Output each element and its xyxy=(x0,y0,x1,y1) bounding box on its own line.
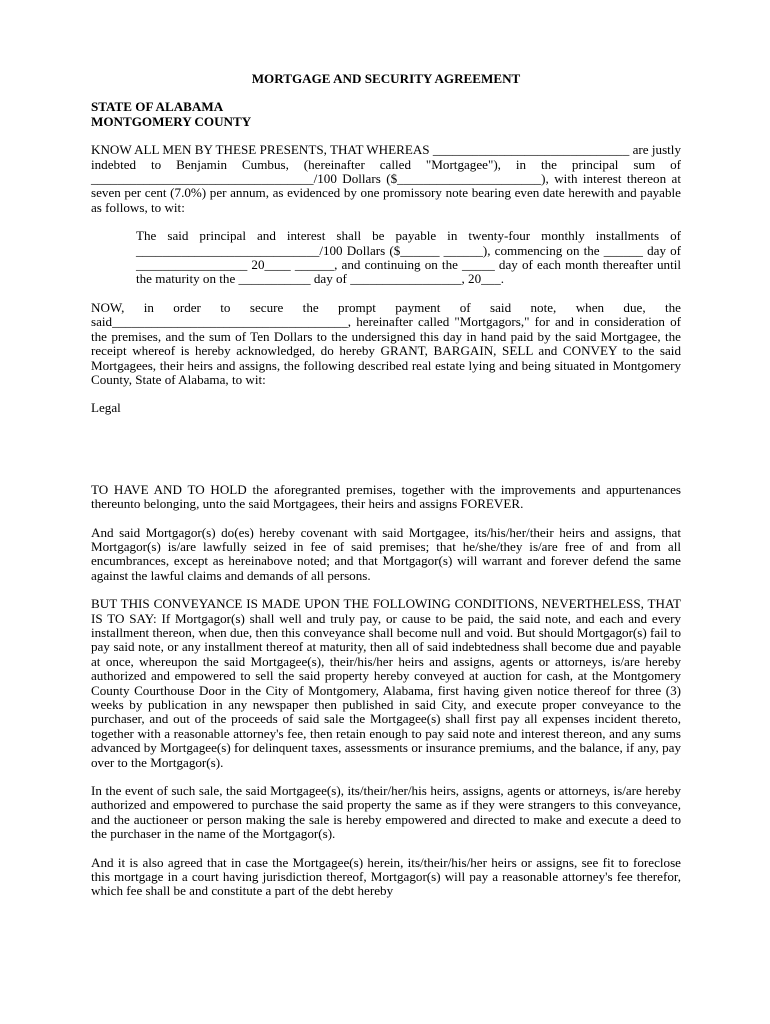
now-in-order-paragraph: NOW, in order to secure the prompt payment of said note, when due, the said____________________________________, hereinafter called "Mortgagors," for and in consideration of the premises, and the sum of Ten Dollars to the undersigned this day in hand paid by the said Mortgagee, the receipt whereof is hereby acknowledged, do hereby GRANT, BARGAIN, SELL and CONVEY to the said Mortgagees, their heirs and assigns, the following described real estate lying and being situated in Montgomery County, State of Alabama, to wit: xyxy=(91,299,681,387)
installments-paragraph: The said principal and interest shall be payable in twenty-four monthly installments of ____________________________/100 Dollars ($______ ______), commencing on the ______ day of _________________ 20____ ______, and continuing on the _____ day of each month thereafter until the maturity on the ___________ day of _________________, 20___. xyxy=(136,228,681,287)
event-of-sale-paragraph: In the event of such sale, the said Mortgagee(s), its/their/her/his heirs, assigns, agents or attorneys, is/are hereby authorized and empowered to purchase the said property the same as if they were strangers to this conveyance, and the auctioneer or person making the sale is hereby empowered and directed to make and execute a deed to the purchaser in the name of the Mortgagor(s). xyxy=(91,783,681,842)
covenant-paragraph: And said Mortgagor(s) do(es) hereby covenant with said Mortgagee, its/his/her/their heirs and assigns, that Mortgagor(s) is/are lawfully seized in fee of said premises; that he/she/they is/are free of and from all encumbrances, except as hereinabove noted; and that Mortgagor(s) will warrant and forever defend the same against the lawful claims and demands of all persons. xyxy=(91,524,681,583)
state-heading: STATE OF ALABAMA xyxy=(91,99,224,115)
conditions-paragraph: BUT THIS CONVEYANCE IS MADE UPON THE FOLLOWING CONDITIONS, NEVERTHELESS, THAT IS TO SAY: If Mortgagor(s) shall well and truly pay, or cause to be paid, the said note, and each and every installment thereon, when due, then this conveyance shall become null and void. But should Mortgagor(s) fail to pay said note, or any installment thereof at maturity, then all of said indebtedness shall become due and payable at once, whereupon the said Mortgagee(s), their/his/her heirs and assigns, agents or attorneys, is/are hereby authorized and empowered to sell the said property hereby conveyed at auction for cash, at the Montgomery County Courthouse Door in the City of Montgomery, Alabama, first having given notice thereof for three (3) weeks by publication in any newspaper then published in said City, and execute proper conveyance to the purchaser, and out of the proceeds of said sale the Mortgagee(s) shall first pay all expenses incident thereto, together with a reasonable attorney's fee, then retain enough to pay said note and interest thereon, and any sums advanced by Mortgagee(s) for delinquent taxes, assessments or insurance premiums, and the balance, if any, pay over to the Mortgagor(s). xyxy=(91,596,681,770)
foreclose-paragraph: And it is also agreed that in case the Mortgagee(s) herein, its/their/his/her heirs or assigns, see fit to foreclose this mortgage in a court having jurisdiction thereof, Mortgagor(s) will pay a reasonable attorney's fee therefor, which fee shall be and constitute a part of the debt hereby xyxy=(91,854,681,899)
jurisdiction-block xyxy=(91,100,681,129)
know-all-men-paragraph: KNOW ALL MEN BY THESE PRESENTS, THAT WHEREAS ______________________________ are justly indebted to Benjamin Cumbus, (hereinafter called "Mortgagee"), in the principal sum of __________________________________/100 Dollars ($______________________), with interest thereon at seven per cent (7.0%) per annum, as evidenced by one promissory note bearing even date herewith and payable as follows, to wit: xyxy=(91,142,681,215)
document-title: MORTGAGE AND SECURITY AGREEMENT xyxy=(251,71,521,86)
county-heading: MONTGOMERY COUNTY xyxy=(91,113,252,129)
document-page xyxy=(91,72,681,913)
legal-description-label: Legal xyxy=(91,400,121,416)
to-have-and-to-hold-paragraph: TO HAVE AND TO HOLD the aforegranted premises, together with the improvements and appurtenances thereunto belonging, unto the said Mortgagees, their heirs and assigns FOREVER. xyxy=(91,481,681,512)
